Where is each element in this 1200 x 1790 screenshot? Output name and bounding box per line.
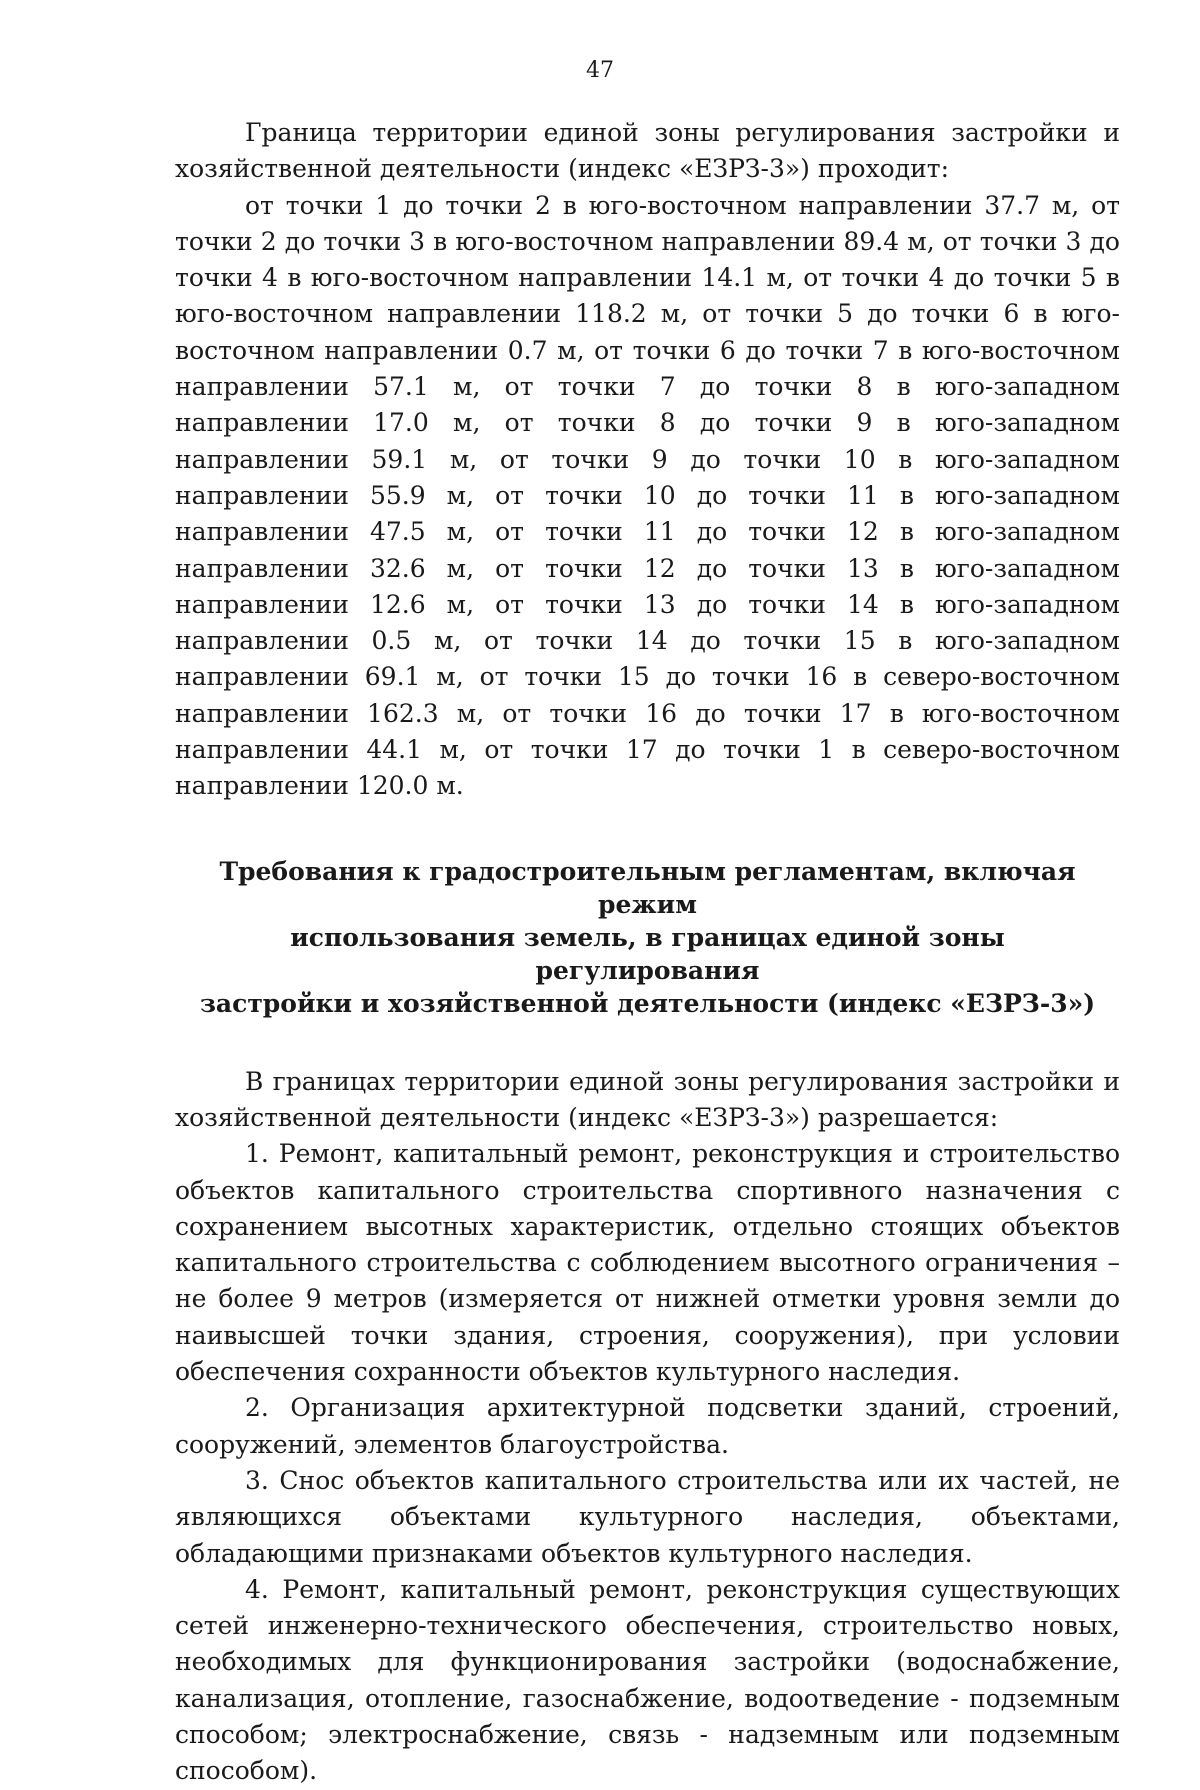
boundary-route-paragraph: от точки 1 до точки 2 в юго-восточном направлении 37.7 м, от точки 2 до точки 3 в юго-восточном направлении 89.4 м, от точки 3 до точки 4 в юго-восточном направлении 14.1 м, от точки 4 до точки 5 в юго-восточном направлении 118.2 м, от точки 5 до точки 6 в юго-восточном направлении 0.7 м, от точки 6 до точки 7 в юго-восточном направлении 57.1 м, от точки 7 до точки 8 в юго-западном направлении 17.0 м, от точки 8 до точки 9 в юго-западном направлении 59.1 м, от точки 9 до точки 10 в юго-западном направлении 55.9 м, от точки 10 до точки 11 в юго-западном направлении 47.5 м, от точки 11 до точки 12 в юго-западном направлении 32.6 м, от точки 12 до точки 13 в юго-западном направлении 12.6 м, от точки 13 до точки 14 в юго-западном направлении 0.5 м, от точки 14 до точки 15 в юго-западном направлении 69.1 м, от точки 15 до точки 16 в северо-восточном направлении 162.3 м, от точки 16 до точки 17 в юго-восточном направлении 44.1 м, от точки 17 до точки 1 в северо-восточном направлении 120.0 м.	[175, 190, 1120, 801]
permissions-intro-paragraph: В границах территории единой зоны регулирования застройки и хозяйственной деятельности (индекс «ЕЗРЗ-3») разрешается:	[175, 1066, 1120, 1132]
section-heading-line: застройки и хозяйственной деятельности (индекс «ЕЗРЗ-3»)	[199, 988, 1096, 1018]
document-body	[175, 115, 1120, 1790]
permission-item-2: 2. Организация архитектурной подсветки зданий, строений, сооружений, элементов благоустройства.	[175, 1393, 1120, 1459]
section-heading-line: использования земель, в границах единой зоны регулирования	[290, 922, 1005, 985]
permission-item-1: 1. Ремонт, капитальный ремонт, реконструкция и строительство объектов капитального строительства спортивного назначения с сохранением высотных характеристик, отдельно стоящих объектов капитального строительства с соблюдением высотного ограничения – не более 9 метров (измеряется от нижней отметки уровня земли до наивысшей точки здания, строения, сооружения), при условии обеспечения сохранности объектов культурного наследия.	[175, 1139, 1120, 1387]
permission-item-4: 4. Ремонт, капитальный ремонт, реконструкция существующих сетей инженерно-технического обеспечения, строительство новых, необходимых для функционирования застройки (водоснабжение, канализация, отопление, газоснабжение, водоотведение - подземным способом; электроснабжение, связь - надземным или подземным способом).	[175, 1574, 1120, 1786]
section-heading-line: Требования к градостроительным регламентам, включая режим	[219, 856, 1076, 919]
page-number: 47	[586, 58, 614, 83]
boundary-intro-paragraph: Граница территории единой зоны регулирования застройки и хозяйственной деятельности (индекс «ЕЗРЗ-3») проходит:	[175, 118, 1120, 184]
permission-item-3: 3. Снос объектов капитального строительства или их частей, не являющихся объектами культурного наследия, объектами, обладающими признаками объектов культурного наследия.	[175, 1465, 1120, 1568]
section-heading	[175, 855, 1120, 1020]
